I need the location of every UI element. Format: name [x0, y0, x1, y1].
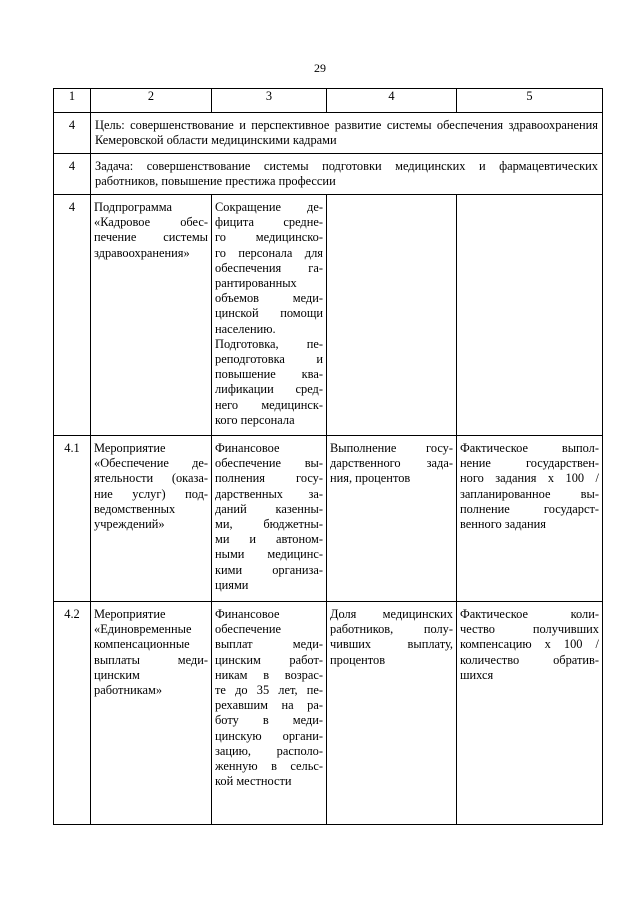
row-number: 4.1 — [54, 436, 91, 602]
cell-line: венного задания — [460, 517, 546, 532]
cell-line: цинским — [94, 667, 140, 682]
measure-name-cell — [91, 195, 212, 436]
cell-line: него медицинск- — [215, 397, 323, 412]
cell-line: населению. — [215, 321, 276, 336]
cell-line: учреждений» — [94, 517, 165, 532]
cell-line: Финансовое — [215, 441, 280, 455]
cell-line: процентов — [330, 652, 386, 667]
table-row — [54, 195, 603, 436]
cell-line: повышение ква- — [215, 367, 323, 382]
cell-line: го персонала для — [215, 245, 323, 260]
cell-line: ми и автоном- — [215, 532, 323, 547]
measure-content-cell — [212, 436, 327, 602]
indicator-name-cell — [327, 602, 457, 825]
task-row — [54, 154, 603, 195]
row-number: 4.2 — [54, 602, 91, 825]
cell-line: рантированных — [215, 276, 297, 291]
cell-line: лификации сред- — [215, 382, 323, 397]
goal-row — [54, 113, 603, 154]
cell-line: Доля медицинских — [330, 607, 453, 621]
cell-line: ние услуг) под- — [94, 486, 208, 501]
cell-line: цинским работ- — [215, 652, 323, 667]
cell-line: дарственного зада- — [330, 456, 453, 471]
header-cell: 3 — [212, 89, 327, 113]
cell-line: боту в меди- — [215, 713, 323, 728]
cell-line: обеспечения га- — [215, 260, 323, 275]
cell-line: кого персонала — [215, 412, 295, 427]
cell-line: зацию, располо- — [215, 743, 323, 758]
cell-line: цинской помощи — [215, 306, 323, 321]
cell-line: ятельности (оказа- — [94, 471, 208, 486]
cell-line: кой местности — [215, 774, 292, 789]
cell-line: нение государствен- — [460, 456, 599, 471]
cell-line: Фактическое выпол- — [460, 441, 599, 455]
cell-line: печение системы — [94, 230, 208, 245]
cell-line: количество обратив- — [460, 652, 599, 667]
cell-line: дарственных за- — [215, 486, 323, 501]
cell-line: ного задания x 100 / — [460, 471, 599, 486]
header-row — [54, 89, 603, 113]
cell-line: циями — [215, 577, 249, 592]
cell-line: рехавшим на ра- — [215, 698, 323, 713]
cell-line: фицита средне- — [215, 215, 323, 230]
cell-line: ведомственных — [94, 501, 176, 516]
cell-line: Подготовка, пе- — [215, 336, 323, 351]
cell-line: реподготовка и — [215, 352, 323, 367]
cell-line: «Кадровое обес- — [94, 215, 208, 230]
cell-line: Финансовое — [215, 607, 280, 621]
cell-line: даний казенны- — [215, 501, 323, 516]
cell-line: запланированное вы- — [460, 486, 599, 501]
cell-line: компенсационные — [94, 637, 190, 652]
cell-line: ми, бюджетны- — [215, 517, 323, 532]
cell-line: ния, процентов — [330, 471, 411, 486]
cell-line: Фактическое коли- — [460, 607, 599, 621]
header-cell: 1 — [54, 89, 91, 113]
cell-line: здравоохранения» — [94, 245, 190, 260]
calculation-method-cell — [457, 436, 603, 602]
cell-line: работников, полу- — [330, 622, 453, 637]
cell-line: работникам» — [94, 683, 163, 698]
cell-line: выплат меди- — [215, 637, 323, 652]
cell-line: Подпрограмма — [94, 200, 172, 214]
row-number: 4 — [54, 113, 91, 154]
cell-line: го медицинско- — [215, 230, 323, 245]
row-number: 4 — [54, 195, 91, 436]
cell-line: никам в возрас- — [215, 667, 323, 682]
indicator-name-cell — [327, 436, 457, 602]
table-row — [54, 436, 603, 602]
header-cell: 5 — [457, 89, 603, 113]
goal-text: Цель: совершенствование и перспективное развитие системы обеспечения здравоохранения Кемеровской области медицинскими кадрами — [91, 113, 603, 154]
cell-line: ными медицинс- — [215, 547, 323, 562]
cell-line: объемов меди- — [215, 291, 323, 306]
indicator-name-cell — [327, 195, 457, 436]
cell-line: выплаты меди- — [94, 652, 208, 667]
indicators-table — [53, 88, 603, 825]
task-text: Задача: совершенствование системы подготовки медицинских и фармацевтических работников, повышение престижа профессии — [91, 154, 603, 195]
row-number: 4 — [54, 154, 91, 195]
measure-content-cell — [212, 195, 327, 436]
cell-line: обеспечение — [215, 622, 281, 637]
cell-line: цинскую органи- — [215, 728, 323, 743]
cell-line: Сокращение де- — [215, 200, 323, 214]
measure-content-cell — [212, 602, 327, 825]
cell-line: компенсацию x 100 / — [460, 637, 599, 652]
cell-line: Мероприятие — [94, 441, 166, 455]
cell-line: «Обеспечение де- — [94, 456, 208, 471]
cell-line: Мероприятие — [94, 607, 166, 621]
cell-line: чивших выплату, — [330, 637, 453, 652]
cell-line: шихся — [460, 667, 494, 682]
calculation-method-cell — [457, 602, 603, 825]
header-cell: 2 — [91, 89, 212, 113]
cell-line: полнения госу- — [215, 471, 323, 486]
cell-line: «Единовременные — [94, 622, 192, 637]
table-row — [54, 602, 603, 825]
cell-line: те до 35 лет, пе- — [215, 683, 323, 698]
header-cell: 4 — [327, 89, 457, 113]
measure-name-cell — [91, 602, 212, 825]
cell-line: обеспечение вы- — [215, 456, 323, 471]
cell-line: кими организа- — [215, 562, 323, 577]
cell-line: чество получивших — [460, 622, 599, 637]
page-number: 29 — [314, 61, 326, 75]
cell-line: полнение государст- — [460, 501, 599, 516]
measure-name-cell — [91, 436, 212, 602]
calculation-method-cell — [457, 195, 603, 436]
cell-line: женную в сельс- — [215, 759, 323, 774]
cell-line: Выполнение госу- — [330, 441, 453, 455]
